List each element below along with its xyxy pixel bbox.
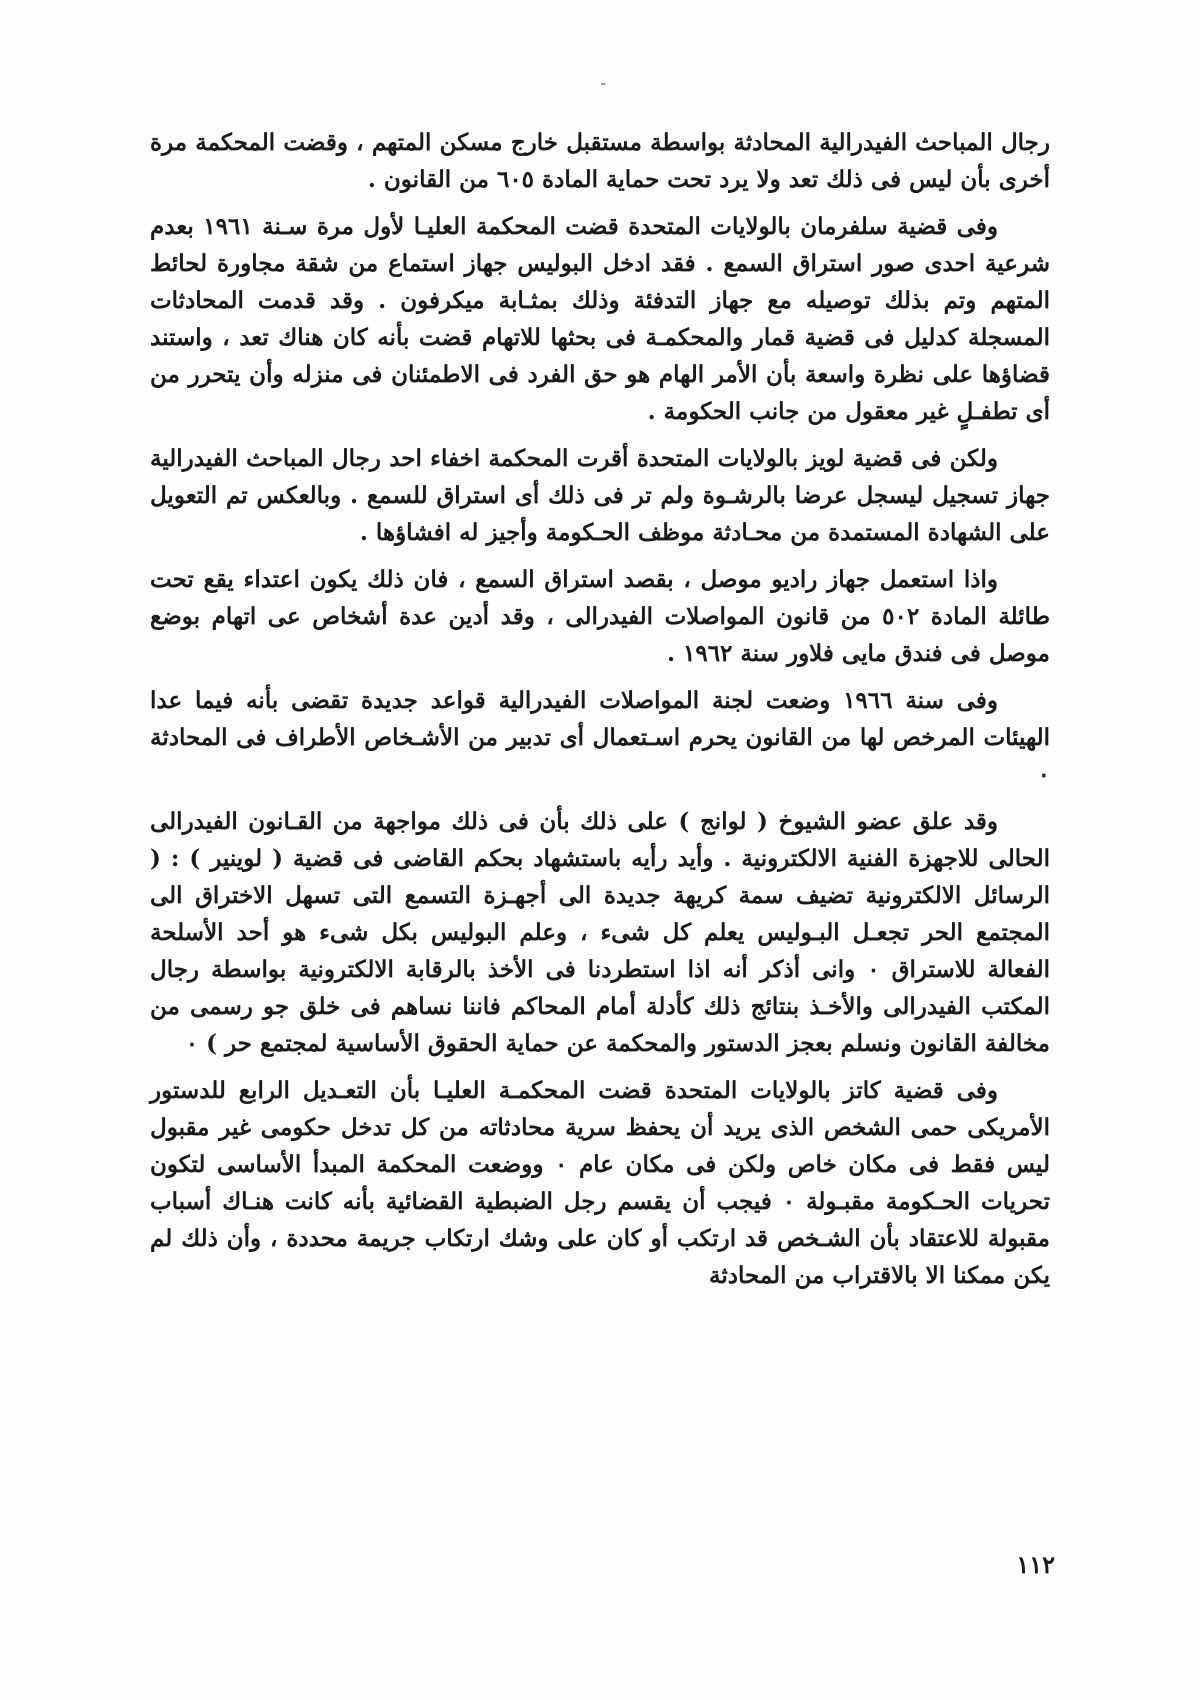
paragraph-2: وفى قضية سلفرمان بالولايات المتحدة قضت المحكمة العليـا لأول مرة سـنة ١٩٦١ بعدم شرعية احدى صور استراق السمع . فقد ادخل البوليس جهاز استماع من شقة مجاورة لحائط المتهم وتم بذلك توصيله مع جهاز التدفئة وذلك بمثـابة ميكرفون . وقد قدمت المحادثات المسجلة كدليل فى قضية قمار والمحكمـة فى بحثها للاتهام قضت بأنه كان هناك تعد ، واستند قضاؤها على نظرة واسعة بأن الأمر الهام هو حق الفرد فى الاطمئنان فى منزله وأن يتحرر من أى تطفـلٍ غير معقول من جانب الحكومة . <box>150 213 1050 425</box>
paragraph-4: واذا استعمل جهاز راديو موصل ، بقصد استراق السمع ، فان ذلك يكون اعتداء يقع تحت طائلة المادة ٥٠٢ من قانون المواصلات الفيدرالى ، وقد أدين عدة أشخاص عى اتهام بوضع موصل فى فندق مايى فلاور سنة ١٩٦٢ . <box>150 566 1051 667</box>
paragraph-3: ولكن فى قضية لويز بالولايات المتحدة أقرت المحكمة اخفاء احد رجال المباحث الفيدرالية جهاز تسجيل ليسجل عرضا بالرشـوة ولم تر فى ذلك أى استراق للسمع . وبالعكس تم التعويل على الشهادة المستمدة من محـادثة موظف الحـكومة وأجيز له افشاؤها . <box>150 445 1050 546</box>
paragraph-7: وفى قضية كاتز بالولايات المتحدة قضت المحكمـة العليـا بأن التعـديل الرابع للدستور الأمريكى حمى الشخص الذى يريد أن يحفظ سرية محادثاته من كل تدخل حكومى غير مقبول ليس فقط فى مكان خاص ولكن فى مكان عام ٠ ووضعت المحكمة المبدأ الأساسى لتكون تحريات الحـكومة مقبـولة ٠ فيجب أن يقسم رجل الضبطية القضائية بأنه كانت هنـاك أسباب مقبولة للاعتقاد بأن الشـخص قد ارتكب أو كان على وشك ارتكاب جريمة محددة ، وأن ذلك لم يكن ممكنا الا بالاقتراب من المحادثة <box>150 1077 1051 1289</box>
paragraph-5: وفى سنة ١٩٦٦ وضعت لجنة المواصلات الفيدرالية قواعد جديدة تقضى بأنه فيما عدا الهيئات المرخص لها من القانون يحرم اسـتعمال أى تدبير من الأشـخاص الأطراف فى المحادثة ٠ <box>150 687 1050 788</box>
paragraph-6: وقد علق عضو الشيوخ ( لوانج ) على ذلك بأن فى ذلك مواجهة من القـانون الفيدرالى الحالى للاجهزة الفنية الالكترونية . وأيد رأيه باستشهاد بحكم القاضى فى قضية ( لوينير ) : ( الرسائل الالكترونية تضيف سمة كريهة جديدة الى أجهـزة التسمع التى تسهل الاختراق الى المجتمع الحر تجعـل البـوليس يعلم كل شىء ، وعلم البوليس بكل شىء هو أحد الأسلحة الفعالة للاستراق ٠ وانى أذكر أنه اذا استطردنا فى الأخذ بالرقابة الالكترونية بواسطة رجال المكتب الفيدرالى والأخـذ بنتائج ذلك كأدلة أمام المحاكم فاننا نساهم فى خلق جو رسمى من مخالفة القانون ونسلم بعجز الدستور والمحكمة عن حماية الحقوق الأساسية لمجتمع حر ) ٠ <box>150 808 1051 1057</box>
page-number: ١١٢ <box>1016 1550 1055 1579</box>
body-text <box>150 124 1050 1304</box>
scan-mark <box>601 83 605 85</box>
paragraph-1: رجال المباحث الفيدرالية المحادثة بواسطة مستقبل خارج مسكن المتهم ، وقضت المحكمة مرة أخرى بأن ليس فى ذلك تعد ولا يرد تحت حماية المادة ٦٠٥ من القانون . <box>150 129 1050 193</box>
